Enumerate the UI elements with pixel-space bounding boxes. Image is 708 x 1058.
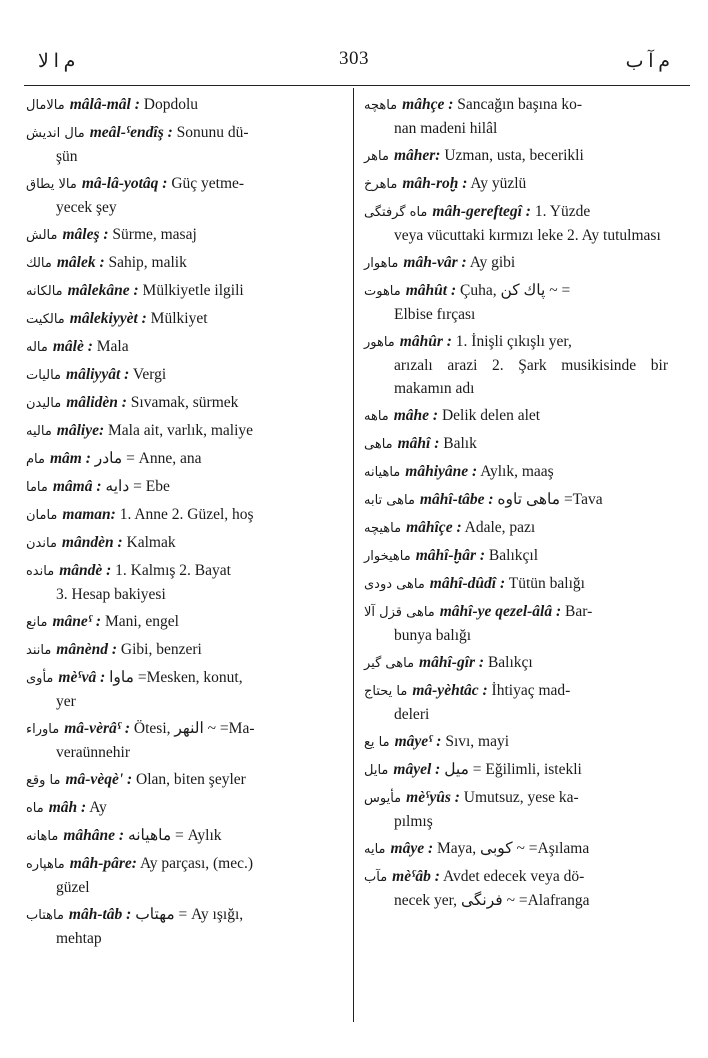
- dictionary-entry: [26, 447, 344, 471]
- definition: Maya, كوبی ~ =Aşılama: [437, 840, 590, 857]
- ottoman-script-headword: مالش: [26, 228, 58, 243]
- dictionary-entry: [26, 172, 344, 219]
- dictionary-entry: [26, 903, 344, 950]
- transliterated-headword: mâlè :: [52, 338, 93, 355]
- dictionary-entry: [26, 559, 344, 606]
- ottoman-script-headword: مالیدن: [26, 396, 62, 411]
- definition-continuation: Elbise fırçası: [394, 306, 476, 323]
- transliterated-headword: mâh-tâb :: [68, 906, 132, 923]
- ottoman-script-headword: ماهور: [364, 335, 395, 350]
- definition: Güç yetme-: [171, 175, 245, 192]
- definition: Adale, pazı: [464, 519, 536, 536]
- ottoman-script-headword: مالا یطاق: [26, 177, 77, 192]
- definition-continuation: yer: [56, 693, 76, 710]
- dictionary-entry: [26, 503, 344, 527]
- ottoman-script-headword: ماهی تابه: [364, 493, 415, 508]
- ottoman-script-headword: مالكیت: [26, 312, 65, 327]
- ottoman-script-headword: ما یع: [364, 735, 390, 750]
- transliterated-headword: mânènd :: [56, 641, 118, 658]
- definition: Mala: [96, 338, 129, 355]
- definition: Sıvı, mayi: [445, 733, 510, 750]
- ottoman-script-headword: مالكانه: [26, 284, 63, 299]
- ottoman-script-headword: مال اندیش: [26, 126, 85, 141]
- transliterated-headword: mâlek :: [56, 254, 105, 271]
- dictionary-entry: [364, 600, 668, 647]
- ottoman-script-headword: ماهانه: [26, 829, 59, 844]
- ottoman-script-headword: مانده: [26, 564, 55, 579]
- dictionary-entry: [26, 121, 344, 168]
- dictionary-entry: [364, 279, 668, 326]
- dictionary-entry: [364, 251, 668, 275]
- transliterated-headword: mâ-lâ-yotâq :: [81, 175, 168, 192]
- left-column: [26, 93, 344, 954]
- header-left-guideword: م ا لا: [38, 51, 76, 72]
- definition: Olan, biten şeyler: [136, 771, 246, 788]
- ottoman-script-headword: ماه: [26, 801, 44, 816]
- dictionary-entry: [364, 516, 668, 540]
- dictionary-entry: [364, 330, 668, 400]
- ottoman-script-headword: ماهی: [364, 437, 393, 452]
- transliterated-headword: mâhâne :: [63, 827, 125, 844]
- definition: Balık: [443, 435, 477, 452]
- transliterated-headword: mâlidèn :: [66, 394, 127, 411]
- definition: Ay: [89, 799, 107, 816]
- dictionary-entry: [26, 768, 344, 792]
- definition: Tütün balığı: [508, 575, 585, 592]
- ottoman-script-headword: ماهوار: [364, 256, 399, 271]
- ottoman-script-headword: مأیوس: [364, 791, 402, 806]
- transliterated-headword: mâhî :: [397, 435, 440, 452]
- ottoman-script-headword: مالك: [26, 256, 52, 271]
- transliterated-headword: mâher:: [393, 147, 441, 164]
- transliterated-headword: mâhûr :: [399, 333, 452, 350]
- definition: Mülkiyetle ilgili: [142, 282, 244, 299]
- transliterated-headword: mâhî-gîr :: [419, 654, 485, 671]
- dictionary-entry: [364, 572, 668, 596]
- transliterated-headword: mâyeˁ :: [394, 733, 442, 750]
- transliterated-headword: mâh-roḫ :: [402, 175, 468, 192]
- ottoman-script-headword: ماه گرفتگی: [364, 205, 428, 220]
- transliterated-headword: mândèn :: [61, 534, 123, 551]
- dictionary-entry: [364, 432, 668, 456]
- dictionary-entry: [26, 307, 344, 331]
- dictionary-entry: [364, 144, 668, 168]
- transliterated-headword: mâm :: [49, 450, 91, 467]
- dictionary-entry: [26, 251, 344, 275]
- definition: Ay yüzlü: [470, 175, 527, 192]
- definition-continuation: arızalı arazi 2. Şark musikisinde bir makamın adı: [394, 357, 668, 397]
- dictionary-entry: [26, 335, 344, 359]
- transliterated-headword: maman:: [62, 506, 116, 523]
- definition: 1. Kalmış 2. Bayat: [115, 562, 231, 579]
- transliterated-headword: mâhî-tâbe :: [419, 491, 494, 508]
- definition-continuation: nan madeni hilâl: [394, 120, 498, 137]
- definition: دایه = Ebe: [105, 478, 170, 495]
- definition: Umutsuz, yese ka-: [463, 789, 579, 806]
- transliterated-headword: mâh-gereftegî :: [432, 203, 531, 220]
- definition: Aylık, maaş: [480, 463, 554, 480]
- definition: Kalmak: [126, 534, 176, 551]
- transliterated-headword: mèˁvâ :: [58, 669, 106, 686]
- ottoman-script-headword: ماهتاب: [26, 908, 64, 923]
- dictionary-entry: [364, 730, 668, 754]
- dictionary-entry: [364, 544, 668, 568]
- ottoman-script-headword: مام: [26, 452, 45, 467]
- transliterated-headword: meâl-ˁendîş :: [89, 124, 173, 141]
- ottoman-script-headword: مأوى: [26, 671, 54, 686]
- definition: Balıkçı: [487, 654, 533, 671]
- ottoman-script-headword: ماهه: [364, 409, 389, 424]
- transliterated-headword: mâ-yèhtâc :: [412, 682, 488, 699]
- definition: ماوا =Mesken, konut,: [109, 669, 243, 686]
- ottoman-script-headword: ماندن: [26, 536, 57, 551]
- definition: Ay parçası, (mec.): [139, 855, 254, 872]
- definition-continuation: bunya balığı: [394, 627, 472, 644]
- transliterated-headword: mâliyyât :: [66, 366, 130, 383]
- column-divider: [353, 88, 354, 1022]
- dictionary-entry: [364, 786, 668, 833]
- definition: Mala ait, varlık, maliye: [108, 422, 254, 439]
- ottoman-script-headword: ماهرخ: [364, 177, 398, 192]
- header-right-guideword: م آ ب: [625, 51, 670, 72]
- transliterated-headword: mâhî-dûdî :: [429, 575, 506, 592]
- definition: 1. İnişli çıkışlı yer,: [455, 333, 572, 350]
- ottoman-script-headword: ماما: [26, 480, 48, 495]
- transliterated-headword: mâh-vâr :: [403, 254, 467, 271]
- dictionary-entry: [26, 531, 344, 555]
- ottoman-script-headword: مانع: [26, 615, 48, 630]
- ottoman-script-headword: ماوراء: [26, 722, 60, 737]
- dictionary-entry: [26, 852, 344, 899]
- ottoman-script-headword: ماهوت: [364, 284, 401, 299]
- ottoman-script-headword: مانند: [26, 643, 52, 658]
- ottoman-script-headword: ماهیچه: [364, 521, 402, 536]
- dictionary-entry: [364, 488, 668, 512]
- definition: İhtiyaç mad-: [491, 682, 571, 699]
- definition: Delik delen alet: [441, 407, 541, 424]
- dictionary-entry: [26, 93, 344, 117]
- definition-continuation: deleri: [394, 706, 430, 723]
- dictionary-entry: [26, 717, 344, 764]
- transliterated-headword: mâhî-ye qezel-âlâ :: [439, 603, 562, 620]
- transliterated-headword: mâlekâne :: [67, 282, 139, 299]
- definition: مهتاب = Ay ışığı,: [135, 906, 244, 923]
- definition-continuation: 3. Hesap bakiyesi: [56, 586, 166, 603]
- dictionary-entry: [26, 279, 344, 303]
- dictionary-entry: [364, 404, 668, 428]
- ottoman-script-headword: ماهپاره: [26, 857, 65, 872]
- definition: مادر = Anne, ana: [94, 450, 202, 467]
- transliterated-headword: mâyel :: [393, 761, 441, 778]
- ottoman-script-headword: مایه: [364, 842, 386, 857]
- ottoman-script-headword: مالامال: [26, 98, 65, 113]
- dictionary-entry: [364, 200, 668, 247]
- dictionary-entry: [364, 93, 668, 140]
- transliterated-headword: mâhiyâne :: [405, 463, 478, 480]
- transliterated-headword: mâmâ :: [52, 478, 102, 495]
- ottoman-script-headword: مآب: [364, 870, 388, 885]
- definition: Çuha, پاك كن ~ =: [460, 282, 571, 299]
- definition: Mani, engel: [104, 613, 179, 630]
- definition: Uzman, usta, becerikli: [444, 147, 584, 164]
- ottoman-script-headword: ما وقع: [26, 773, 61, 788]
- ottoman-script-headword: ماهی گیر: [364, 656, 415, 671]
- ottoman-script-headword: مالیه: [26, 424, 52, 439]
- definition: Bar-: [565, 603, 593, 620]
- dictionary-entry: [26, 363, 344, 387]
- dictionary-entry: [364, 758, 668, 782]
- definition: Balıkçıl: [488, 547, 538, 564]
- dictionary-entry: [26, 391, 344, 415]
- definition: 1. Anne 2. Güzel, hoş: [119, 506, 254, 523]
- ottoman-script-headword: ماهر: [364, 149, 389, 164]
- transliterated-headword: mâhîçe :: [406, 519, 462, 536]
- dictionary-entry: [364, 865, 668, 912]
- transliterated-headword: mâneˁ :: [52, 613, 102, 630]
- transliterated-headword: mèˁyûs :: [406, 789, 460, 806]
- dictionary-entry: [26, 475, 344, 499]
- definition: ماهیانه = Aylık: [127, 827, 222, 844]
- transliterated-headword: mândè :: [59, 562, 112, 579]
- ottoman-script-headword: ماهیخوار: [364, 549, 411, 564]
- definition-continuation: yecek şey: [56, 199, 117, 216]
- header-rule: [24, 85, 690, 86]
- transliterated-headword: mâ-vèrâˁ :: [64, 720, 131, 737]
- transliterated-headword: mâleş :: [62, 226, 109, 243]
- transliterated-headword: mâlâ-mâl :: [69, 96, 140, 113]
- definition: Vergi: [132, 366, 167, 383]
- page-number: 303: [339, 48, 369, 69]
- ottoman-script-headword: ماهی دودی: [364, 577, 425, 592]
- definition: Ay gibi: [469, 254, 516, 271]
- definition-continuation: veya vücuttaki kırmızı leke 2. Ay tutulması: [394, 227, 661, 244]
- ottoman-script-headword: مامان: [26, 508, 58, 523]
- transliterated-headword: mâhî-ḫâr :: [415, 547, 486, 564]
- right-column: [364, 93, 668, 916]
- definition: میل = Eğilimli, istekli: [444, 761, 582, 778]
- transliterated-headword: mâye :: [390, 840, 434, 857]
- dictionary-entry: [364, 837, 668, 861]
- dictionary-entry: [364, 679, 668, 726]
- ottoman-script-headword: ماهیانه: [364, 465, 401, 480]
- dictionary-entry: [364, 651, 668, 675]
- definition: Sahip, malik: [108, 254, 187, 271]
- definition: Sancağın başına ko-: [457, 96, 583, 113]
- definition-continuation: necek yer, فرنگی ~ =Alafranga: [394, 892, 590, 909]
- transliterated-headword: mâliye:: [56, 422, 105, 439]
- dictionary-entry: [26, 796, 344, 820]
- definition-continuation: mehtap: [56, 930, 102, 947]
- ottoman-script-headword: مالیات: [26, 368, 62, 383]
- definition: Ötesi, النهر ~ =Ma-: [133, 720, 255, 737]
- transliterated-headword: mâh-pâre:: [69, 855, 137, 872]
- transliterated-headword: mâ-vèqè' :: [65, 771, 133, 788]
- definition: Gibi, benzeri: [120, 641, 202, 658]
- definition: ماهی تاوه =Tava: [497, 491, 603, 508]
- definition: Mülkiyet: [150, 310, 208, 327]
- dictionary-entry: [26, 223, 344, 247]
- ottoman-script-headword: ماهچه: [364, 98, 398, 113]
- definition: Avdet edecek veya dö-: [442, 868, 585, 885]
- ottoman-script-headword: مایل: [364, 763, 389, 778]
- dictionary-entry: [26, 610, 344, 634]
- definition: Dopdolu: [143, 96, 199, 113]
- transliterated-headword: mâhût :: [405, 282, 457, 299]
- definition-continuation: pılmış: [394, 813, 433, 830]
- dictionary-entry: [26, 666, 344, 713]
- definition-continuation: güzel: [56, 879, 90, 896]
- dictionary-entry: [364, 460, 668, 484]
- transliterated-headword: mâh :: [48, 799, 87, 816]
- definition: Sürme, masaj: [112, 226, 197, 243]
- definition: 1. Yüzde: [534, 203, 591, 220]
- dictionary-entry: [26, 419, 344, 443]
- ottoman-script-headword: ماهی قزل آلا: [364, 605, 435, 620]
- definition: Sıvamak, sürmek: [130, 394, 239, 411]
- definition-continuation: veraünnehir: [56, 744, 131, 761]
- transliterated-headword: mèˁâb :: [392, 868, 440, 885]
- transliterated-headword: mâlekiyyèt :: [69, 310, 147, 327]
- definition: Sonunu dü-: [176, 124, 249, 141]
- transliterated-headword: mâhçe :: [402, 96, 454, 113]
- transliterated-headword: mâhe :: [393, 407, 439, 424]
- ottoman-script-headword: ما یحتاج: [364, 684, 408, 699]
- ottoman-script-headword: ماله: [26, 340, 48, 355]
- dictionary-entry: [364, 172, 668, 196]
- dictionary-entry: [26, 824, 344, 848]
- definition-continuation: şün: [56, 148, 78, 165]
- dictionary-entry: [26, 638, 344, 662]
